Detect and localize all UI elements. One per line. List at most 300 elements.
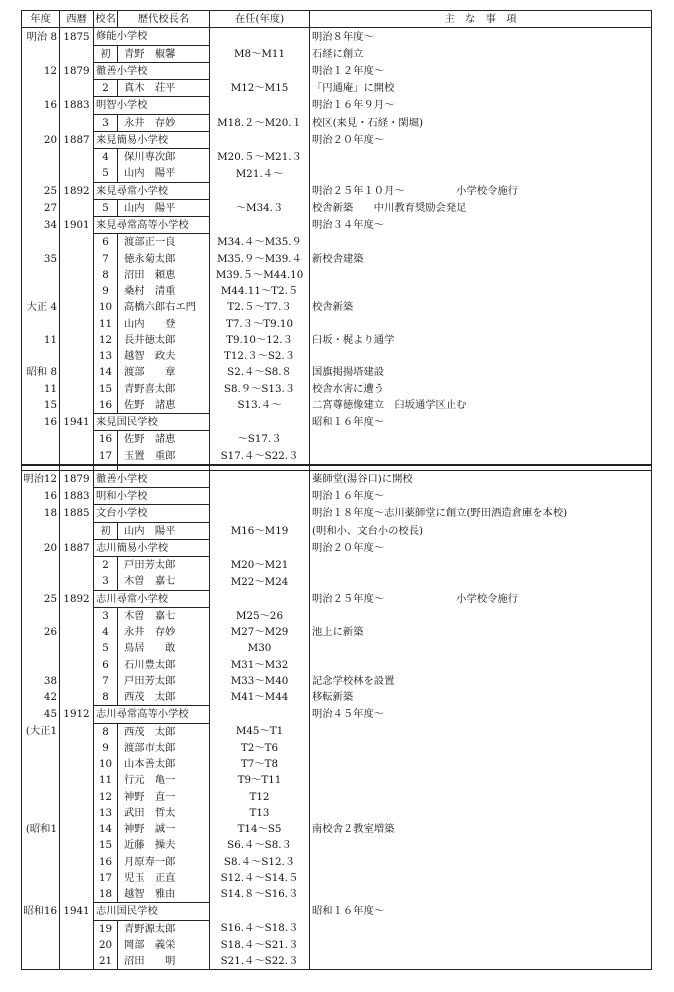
era-cell xyxy=(22,640,60,656)
principal-name: 佐野 諸恵 xyxy=(118,431,210,448)
principal-row xyxy=(22,234,652,251)
principal-name: 渡部市太郎 xyxy=(118,740,210,756)
tenure-cell: M18.２～M20.１ xyxy=(210,114,310,131)
event-cell xyxy=(310,316,652,332)
year-cell xyxy=(60,772,94,788)
year-cell xyxy=(60,789,94,805)
era-cell: 20 xyxy=(22,131,60,148)
principal-row xyxy=(22,397,652,414)
event-cell xyxy=(310,723,652,740)
tenure-cell: S13.４～ xyxy=(210,397,310,414)
principal-name: 桑村 清重 xyxy=(118,283,210,299)
section-shikawa xyxy=(22,470,652,970)
tenure-cell: M39.５～M44.10 xyxy=(210,267,310,283)
principal-number: 8 xyxy=(94,689,118,706)
era-cell xyxy=(22,114,60,131)
principal-name: 青野 椒馨 xyxy=(118,45,210,62)
era-cell: 12 xyxy=(22,62,60,79)
event-cell: 校区(来見・石経・閑堀) xyxy=(310,114,652,131)
era-cell: 大正 4 xyxy=(22,299,60,315)
principal-number: 2 xyxy=(94,80,118,97)
principal-history-table xyxy=(21,10,652,970)
event-cell: 校舎新築 中川教育奨励会発足 xyxy=(310,199,652,216)
event-cell: 明治８年度～ xyxy=(310,28,652,45)
era-cell: 45 xyxy=(22,706,60,723)
header-era: 年度 xyxy=(22,11,60,28)
year-cell xyxy=(60,316,94,332)
era-cell: 16 xyxy=(22,414,60,431)
principal-name: 沼田 明 xyxy=(118,953,210,970)
tenure-cell: T13 xyxy=(210,805,310,821)
principal-number: 5 xyxy=(94,165,118,182)
era-cell xyxy=(22,165,60,182)
era-cell: 35 xyxy=(22,251,60,267)
tenure-cell: M41～M44 xyxy=(210,689,310,706)
principal-number: 7 xyxy=(94,673,118,689)
principal-number: 7 xyxy=(94,251,118,267)
event-cell xyxy=(310,607,652,624)
era-cell: 明治12 xyxy=(22,470,60,487)
tenure-cell xyxy=(210,182,310,199)
principal-row xyxy=(22,607,652,624)
year-cell xyxy=(60,740,94,756)
principal-number: 5 xyxy=(94,199,118,216)
principal-number: 10 xyxy=(94,756,118,772)
event-cell: 校舎新築 xyxy=(310,299,652,315)
era-cell xyxy=(22,772,60,788)
principal-number: 9 xyxy=(94,740,118,756)
era-cell: 11 xyxy=(22,332,60,348)
principal-number: 初 xyxy=(94,45,118,62)
principal-number: 20 xyxy=(94,937,118,953)
principal-number: 16 xyxy=(94,854,118,870)
school-row xyxy=(22,97,652,114)
principal-row xyxy=(22,299,652,315)
event-cell xyxy=(310,640,652,656)
year-cell xyxy=(60,607,94,624)
era-cell xyxy=(22,316,60,332)
tenure-cell xyxy=(210,470,310,487)
principal-row xyxy=(22,251,652,267)
tenure-cell xyxy=(210,131,310,148)
principal-row xyxy=(22,772,652,788)
tenure-cell: T14～S5 xyxy=(210,821,310,837)
event-cell xyxy=(310,657,652,673)
principal-number: 6 xyxy=(94,234,118,251)
event-cell: 明治２０年度～ xyxy=(310,131,652,148)
principal-row xyxy=(22,573,652,590)
era-cell xyxy=(22,789,60,805)
principal-name: 西茂 太郎 xyxy=(118,723,210,740)
event-cell xyxy=(310,756,652,772)
principal-name: 石川豊太郎 xyxy=(118,657,210,673)
era-cell xyxy=(22,267,60,283)
event-cell: 「円通庵」に開校 xyxy=(310,80,652,97)
principal-row xyxy=(22,789,652,805)
principal-row xyxy=(22,953,652,970)
principal-row xyxy=(22,267,652,283)
principal-row xyxy=(22,821,652,837)
year-cell xyxy=(60,199,94,216)
year-cell xyxy=(60,45,94,62)
principal-name: 青野源太郎 xyxy=(118,920,210,937)
year-cell xyxy=(60,805,94,821)
year-cell xyxy=(60,937,94,953)
year-cell xyxy=(60,364,94,380)
era-cell xyxy=(22,45,60,62)
tenure-cell xyxy=(210,217,310,234)
year-cell xyxy=(60,673,94,689)
era-cell xyxy=(22,854,60,870)
principal-number: 12 xyxy=(94,789,118,805)
era-cell: 明治 8 xyxy=(22,28,60,45)
event-cell xyxy=(310,348,652,364)
principal-number: 15 xyxy=(94,381,118,397)
principal-name: 武田 哲太 xyxy=(118,805,210,821)
tenure-cell: T7.３～T9.10 xyxy=(210,316,310,332)
event-cell xyxy=(310,573,652,590)
year-cell xyxy=(60,448,94,465)
principal-number: 3 xyxy=(94,607,118,624)
event-cell: 臼坂・梶より通学 xyxy=(310,332,652,348)
year-cell: 1883 xyxy=(60,97,94,114)
era-cell xyxy=(22,837,60,853)
tenure-cell: S2.４～S8.８ xyxy=(210,364,310,380)
principal-number: 13 xyxy=(94,348,118,364)
principal-name: 西茂 太郎 xyxy=(118,689,210,706)
era-cell: 18 xyxy=(22,505,60,522)
tenure-cell: S14.８～S16.３ xyxy=(210,886,310,903)
principal-name: 永井 存妙 xyxy=(118,114,210,131)
principal-name: 沼田 頼恵 xyxy=(118,267,210,283)
principal-number: 12 xyxy=(94,332,118,348)
event-cell xyxy=(310,789,652,805)
principal-name: 越智 政夫 xyxy=(118,348,210,364)
principal-number: 10 xyxy=(94,299,118,315)
event-cell xyxy=(310,557,652,574)
principal-row xyxy=(22,332,652,348)
year-cell xyxy=(60,920,94,937)
event-cell: 昭和１６年度～ xyxy=(310,414,652,431)
tenure-cell: S6.４～S8.３ xyxy=(210,837,310,853)
era-cell xyxy=(22,920,60,937)
principal-row xyxy=(22,805,652,821)
year-cell xyxy=(60,573,94,590)
event-cell: 国旗掲揚塔建設 xyxy=(310,364,652,380)
event-cell: 明治２５年度～ 小学校令施行 xyxy=(310,590,652,607)
tenure-cell: M35.９～M39.４ xyxy=(210,251,310,267)
year-cell: 1887 xyxy=(60,131,94,148)
era-cell: (昭和1 xyxy=(22,821,60,837)
tenure-cell xyxy=(210,97,310,114)
principal-row xyxy=(22,624,652,640)
year-cell xyxy=(60,332,94,348)
tenure-cell: M12～M15 xyxy=(210,80,310,97)
event-cell xyxy=(310,431,652,448)
tenure-cell xyxy=(210,539,310,556)
year-cell xyxy=(60,756,94,772)
principal-name: 渡部正一良 xyxy=(118,234,210,251)
era-cell: 38 xyxy=(22,673,60,689)
era-cell xyxy=(22,283,60,299)
principal-row xyxy=(22,114,652,131)
event-cell: 明治１６年度～ xyxy=(310,488,652,505)
principal-name: 近藤 操夫 xyxy=(118,837,210,853)
year-cell xyxy=(60,821,94,837)
event-cell xyxy=(310,805,652,821)
tenure-cell: M20～M21 xyxy=(210,557,310,574)
principal-row xyxy=(22,316,652,332)
tenure-cell xyxy=(210,62,310,79)
principal-name: 佐野 諸恵 xyxy=(118,397,210,414)
principal-number: 21 xyxy=(94,953,118,970)
principal-name: 鳥居 敢 xyxy=(118,640,210,656)
school-name: 来見国民学校 xyxy=(94,414,210,431)
event-cell: 南校舎２教室増築 xyxy=(310,821,652,837)
era-cell: 昭和 8 xyxy=(22,364,60,380)
school-name: 志川簡易小学校 xyxy=(94,539,210,556)
tenure-cell: S12.４～S14.５ xyxy=(210,870,310,886)
tenure-cell: S21.４～S22.３ xyxy=(210,953,310,970)
year-cell xyxy=(60,522,94,539)
tenure-cell: S16.４～S18.３ xyxy=(210,920,310,937)
tenure-cell: T12 xyxy=(210,789,310,805)
principal-name: 玉置 重郎 xyxy=(118,448,210,465)
principal-number: 5 xyxy=(94,640,118,656)
year-cell xyxy=(60,723,94,740)
principal-name: 戸田芳太郎 xyxy=(118,673,210,689)
principal-row xyxy=(22,557,652,574)
era-cell xyxy=(22,431,60,448)
tenure-cell: M31～M32 xyxy=(210,657,310,673)
principal-number: 18 xyxy=(94,886,118,903)
year-cell xyxy=(60,114,94,131)
year-cell: 1892 xyxy=(60,182,94,199)
principal-row xyxy=(22,448,652,465)
history-table-page xyxy=(21,10,651,970)
tenure-cell: T2～T6 xyxy=(210,740,310,756)
era-cell: 11 xyxy=(22,381,60,397)
principal-name: 山本善太郎 xyxy=(118,756,210,772)
tenure-cell: M45～T1 xyxy=(210,723,310,740)
tenure-cell: T9～T11 xyxy=(210,772,310,788)
era-cell: 16 xyxy=(22,97,60,114)
principal-name: 渡部 章 xyxy=(118,364,210,380)
principal-number: 8 xyxy=(94,267,118,283)
school-row xyxy=(22,505,652,522)
year-cell xyxy=(60,886,94,903)
school-row xyxy=(22,539,652,556)
year-cell xyxy=(60,640,94,656)
tenure-cell xyxy=(210,488,310,505)
event-cell: 薬師堂(湯谷口)に開校 xyxy=(310,470,652,487)
event-cell xyxy=(310,886,652,903)
year-cell xyxy=(60,299,94,315)
event-cell: 明治１６年９月～ xyxy=(310,97,652,114)
event-cell xyxy=(310,165,652,182)
event-cell xyxy=(310,870,652,886)
year-cell xyxy=(60,557,94,574)
principal-name: 月原寿一郎 xyxy=(118,854,210,870)
event-cell: 新校舎建築 xyxy=(310,251,652,267)
principal-name: 神野 誠一 xyxy=(118,821,210,837)
era-cell xyxy=(22,149,60,166)
school-name: 徹善小学校 xyxy=(94,470,210,487)
principal-number: 15 xyxy=(94,837,118,853)
year-cell xyxy=(60,234,94,251)
era-cell: 26 xyxy=(22,624,60,640)
era-cell: 34 xyxy=(22,217,60,234)
era-cell xyxy=(22,573,60,590)
tenure-cell: M8～M11 xyxy=(210,45,310,62)
year-cell xyxy=(60,657,94,673)
principal-number: 13 xyxy=(94,805,118,821)
principal-row xyxy=(22,348,652,364)
principal-row xyxy=(22,165,652,182)
principal-name: 青野喜太郎 xyxy=(118,381,210,397)
year-cell xyxy=(60,870,94,886)
year-cell: 1883 xyxy=(60,488,94,505)
year-cell xyxy=(60,267,94,283)
event-cell xyxy=(310,448,652,465)
principal-number: 16 xyxy=(94,397,118,414)
principal-name: 山内 登 xyxy=(118,316,210,332)
principal-row xyxy=(22,837,652,853)
header-num: 校名 xyxy=(94,11,118,28)
school-row xyxy=(22,182,652,199)
era-cell: 25 xyxy=(22,182,60,199)
tenure-cell xyxy=(210,903,310,920)
tenure-cell: M33～M40 xyxy=(210,673,310,689)
school-row xyxy=(22,903,652,920)
tenure-cell: T12.３～S2.３ xyxy=(210,348,310,364)
year-cell xyxy=(60,397,94,414)
principal-row xyxy=(22,657,652,673)
era-cell xyxy=(22,740,60,756)
tenure-cell: M34.４～M35.９ xyxy=(210,234,310,251)
principal-name: 木曽 嘉七 xyxy=(118,607,210,624)
principal-row xyxy=(22,740,652,756)
tenure-cell xyxy=(210,28,310,45)
era-cell xyxy=(22,607,60,624)
school-row xyxy=(22,706,652,723)
era-cell xyxy=(22,756,60,772)
year-cell: 1941 xyxy=(60,903,94,920)
principal-number: 17 xyxy=(94,870,118,886)
year-cell: 1912 xyxy=(60,706,94,723)
principal-row xyxy=(22,80,652,97)
principal-name: 越智 雅由 xyxy=(118,886,210,903)
principal-name: 神野 直一 xyxy=(118,789,210,805)
school-name: 明智小学校 xyxy=(94,97,210,114)
school-name: 来見尋常小学校 xyxy=(94,182,210,199)
header-tenure: 在任(年度) xyxy=(210,11,310,28)
year-cell xyxy=(60,381,94,397)
era-cell xyxy=(22,348,60,364)
principal-name: 木曽 嘉七 xyxy=(118,573,210,590)
principal-number: 3 xyxy=(94,114,118,131)
school-name: 来見簡易小学校 xyxy=(94,131,210,148)
era-cell xyxy=(22,805,60,821)
school-name: 志川尋常小学校 xyxy=(94,590,210,607)
principal-number: 11 xyxy=(94,316,118,332)
event-cell: 移転新築 xyxy=(310,689,652,706)
tenure-cell: S8.４～S12.３ xyxy=(210,854,310,870)
principal-number: 19 xyxy=(94,920,118,937)
event-cell: (明和小、文台小の校長) xyxy=(310,522,652,539)
era-cell: (大正1 xyxy=(22,723,60,740)
event-cell xyxy=(310,920,652,937)
era-cell: 15 xyxy=(22,397,60,414)
principal-row xyxy=(22,937,652,953)
event-cell: 明治２０年度～ xyxy=(310,539,652,556)
principal-row xyxy=(22,522,652,539)
principal-name: 徳永菊太郎 xyxy=(118,251,210,267)
school-row xyxy=(22,62,652,79)
year-cell: 1892 xyxy=(60,590,94,607)
event-cell: 池上に新築 xyxy=(310,624,652,640)
school-name: 志川尋常高等小学校 xyxy=(94,706,210,723)
event-cell xyxy=(310,854,652,870)
school-name: 徹善小学校 xyxy=(94,62,210,79)
principal-name: 戸田芳太郎 xyxy=(118,557,210,574)
era-cell xyxy=(22,886,60,903)
tenure-cell: T9.10～12.３ xyxy=(210,332,310,348)
principal-number: 14 xyxy=(94,364,118,380)
tenure-cell: T7～T8 xyxy=(210,756,310,772)
event-cell: 明治３４年度～ xyxy=(310,217,652,234)
school-name: 志川国民学校 xyxy=(94,903,210,920)
principal-number: 11 xyxy=(94,772,118,788)
school-row xyxy=(22,28,652,45)
era-cell xyxy=(22,870,60,886)
principal-row xyxy=(22,381,652,397)
event-cell xyxy=(310,837,652,853)
principal-number: 3 xyxy=(94,573,118,590)
era-cell: 25 xyxy=(22,590,60,607)
school-name: 文台小学校 xyxy=(94,505,210,522)
era-cell: 16 xyxy=(22,488,60,505)
era-cell xyxy=(22,937,60,953)
principal-row xyxy=(22,886,652,903)
principal-row xyxy=(22,364,652,380)
event-cell xyxy=(310,283,652,299)
year-cell: 1875 xyxy=(60,28,94,45)
event-cell xyxy=(310,772,652,788)
principal-row xyxy=(22,756,652,772)
era-cell: 20 xyxy=(22,539,60,556)
event-cell: 記念学校林を設置 xyxy=(310,673,652,689)
year-cell xyxy=(60,348,94,364)
header-events: 主 な 事 項 xyxy=(310,11,652,28)
year-cell xyxy=(60,165,94,182)
era-cell xyxy=(22,522,60,539)
year-cell xyxy=(60,953,94,970)
section-kurumi xyxy=(22,28,652,465)
principal-name: 山内 陽平 xyxy=(118,165,210,182)
school-row xyxy=(22,488,652,505)
tenure-cell xyxy=(210,706,310,723)
tenure-cell: M16～M19 xyxy=(210,522,310,539)
event-cell xyxy=(310,740,652,756)
event-cell: 明治１８年度～志川薬師堂に創立(野田酒造倉庫を本校) xyxy=(310,505,652,522)
event-cell xyxy=(310,234,652,251)
header-principal: 歴代校長名 xyxy=(118,11,210,28)
year-cell: 1879 xyxy=(60,62,94,79)
event-cell xyxy=(310,953,652,970)
principal-number: 初 xyxy=(94,522,118,539)
school-row xyxy=(22,131,652,148)
